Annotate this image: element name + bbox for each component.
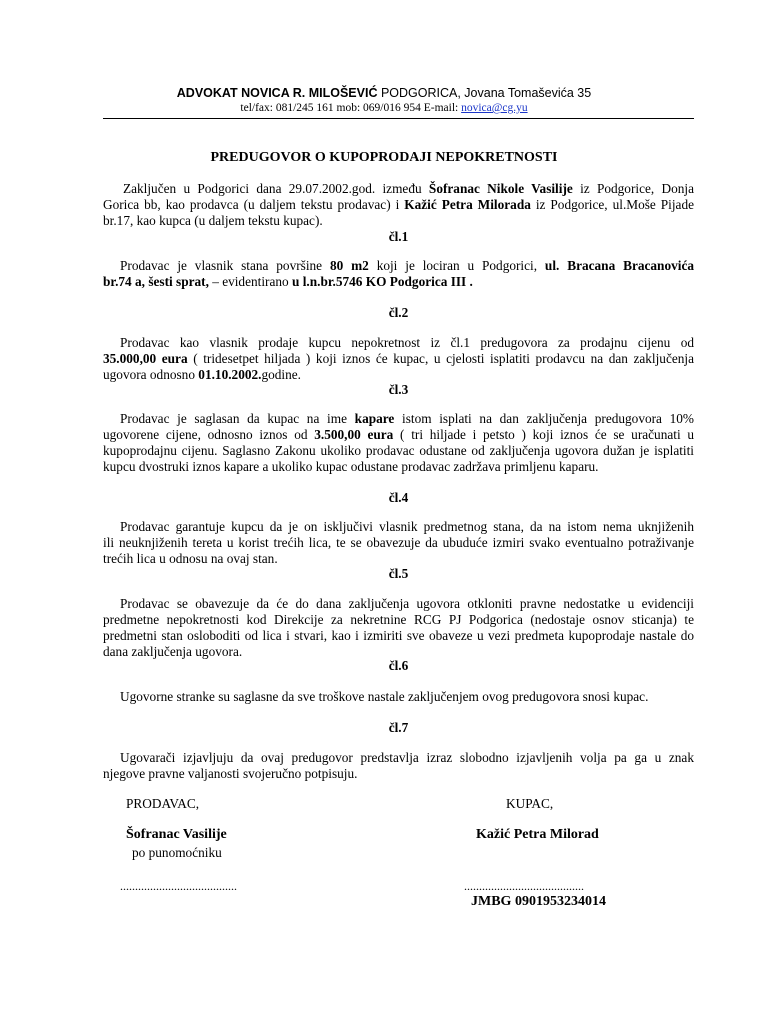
contact-text: tel/fax: 081/245 161 mob: 069/016 954 E-mail: <box>240 102 462 114</box>
article-2-heading: čl.2 <box>388 305 409 320</box>
article-3-text: Prodavac je saglasan da kupac na ime kapare istom isplati na dan zaključenja predugovora 10% ugovorene cijene, odnosno iznos od 3.500,00 eura ( tri hiljade i petsto ) koji iznos će se uračunati u kupoprodajnu cijenu. Saglasno Zakonu ukoliko prodavac odustane od zaključenja ugovora dužan je isplatiti kupcu dvostruki iznos kapare a ukoliko kupac odustane prodavac zadržava primljenu kaparu. <box>103 411 694 474</box>
buyer-signature-line: ........................................ <box>464 879 584 893</box>
intro-line-3: br.17, kao kupca (u daljem tekstu kupac). <box>103 213 323 228</box>
lawyer-name: ADVOKAT NOVICA R. MILOŠEVIĆ <box>176 86 378 100</box>
article-7-text: Ugovarači izjavljuju da ovaj predugovor predstavlja izraz slobodno izjavljenih volja pa ga u znak njegove pravne valjanosti svojeručno potpisuju. <box>103 750 694 781</box>
email-link[interactable]: novica@cg.yu <box>461 102 528 114</box>
article-1-text: Prodavac je vlasnik stana površine 80 m2 koji je lociran u Podgorici, ul. Bracana Bracanovića br.74 a, šesti sprat, – evidentirano u l.n.br.5746 KO Podgorica III . <box>103 258 694 289</box>
article-2-text: Prodavac kao vlasnik prodaje kupcu nepokretnost iz čl.1 predugovora za prodajnu cijenu od 35.000,00 eura ( tridesetpet hiljada ) koji iznos će kupac, u cjelosti isplatiti prodavcu na dan zaključenja ugovora odnosno 01.10.2002.godine. <box>103 335 695 382</box>
seller-proxy-note: po punomoćniku <box>132 845 222 860</box>
article-5-text: Prodavac se obavezuje da će do dana zaključenja ugovora otkloniti pravne nedostatke u evidenciji predmetne nepokretnosti kod Direkcije za nekretnine RCG PJ Podgorica (nedostaje osnov sticanja) te predmetni stan osloboditi od lica i stvari, kao i izmiriti sve obaveze u vezi predmeta kupoprodaje nastale do dana zaključenja ugovora. <box>103 596 694 659</box>
article-6-heading: čl.6 <box>388 658 409 673</box>
article-5-heading: čl.5 <box>388 566 409 581</box>
article-4-heading: čl.4 <box>388 490 409 505</box>
intro-line-2: Gorica bb, kao prodavca (u daljem tekstu prodavac) i Kažić Petra Milorada iz Podgorice, ul.Moše Pijade <box>103 197 695 212</box>
article-3-heading: čl.3 <box>388 382 409 397</box>
buyer-jmbg: JMBG 0901953234014 <box>471 894 606 909</box>
header-divider <box>103 118 694 119</box>
article-7-heading: čl.7 <box>388 720 409 735</box>
article-6-text: Ugovorne stranke su saglasne da sve troškove nastale zaključenjem ovog predugovora snosi kupac. <box>120 689 649 704</box>
article-1-heading: čl.1 <box>388 229 409 244</box>
seller-signature-line: ....................................... <box>120 879 237 893</box>
intro-line-1: Zaključen u Podgorici dana 29.07.2002.god. između Šofranac Nikole Vasilije iz Podgorice, Donja <box>123 181 694 196</box>
buyer-label: KUPAC, <box>506 796 554 811</box>
seller-label: PRODAVAC, <box>126 796 200 811</box>
letterhead-line <box>0 86 768 100</box>
buyer-name: Kažić Petra Milorad <box>476 827 599 842</box>
lawyer-address: PODGORICA, Jovana Tomaševića 35 <box>377 86 592 100</box>
document-title: PREDUGOVOR O KUPOPRODAJI NEPOKRETNOSTI <box>210 150 558 165</box>
letterhead-contact <box>0 102 768 114</box>
seller-name: Šofranac Vasilije <box>126 827 227 842</box>
article-4-text: Prodavac garantuje kupcu da je on isključivi vlasnik predmetnog stana, da na istom nema uknjiženih ili neuknjiženih tereta u korist trećih lica, te se obavezuje da ubuduće izmiri svako eventualno potraživanje trećih lica u odnosu na ovaj stan. <box>103 519 694 566</box>
intro-paragraph <box>103 181 694 229</box>
